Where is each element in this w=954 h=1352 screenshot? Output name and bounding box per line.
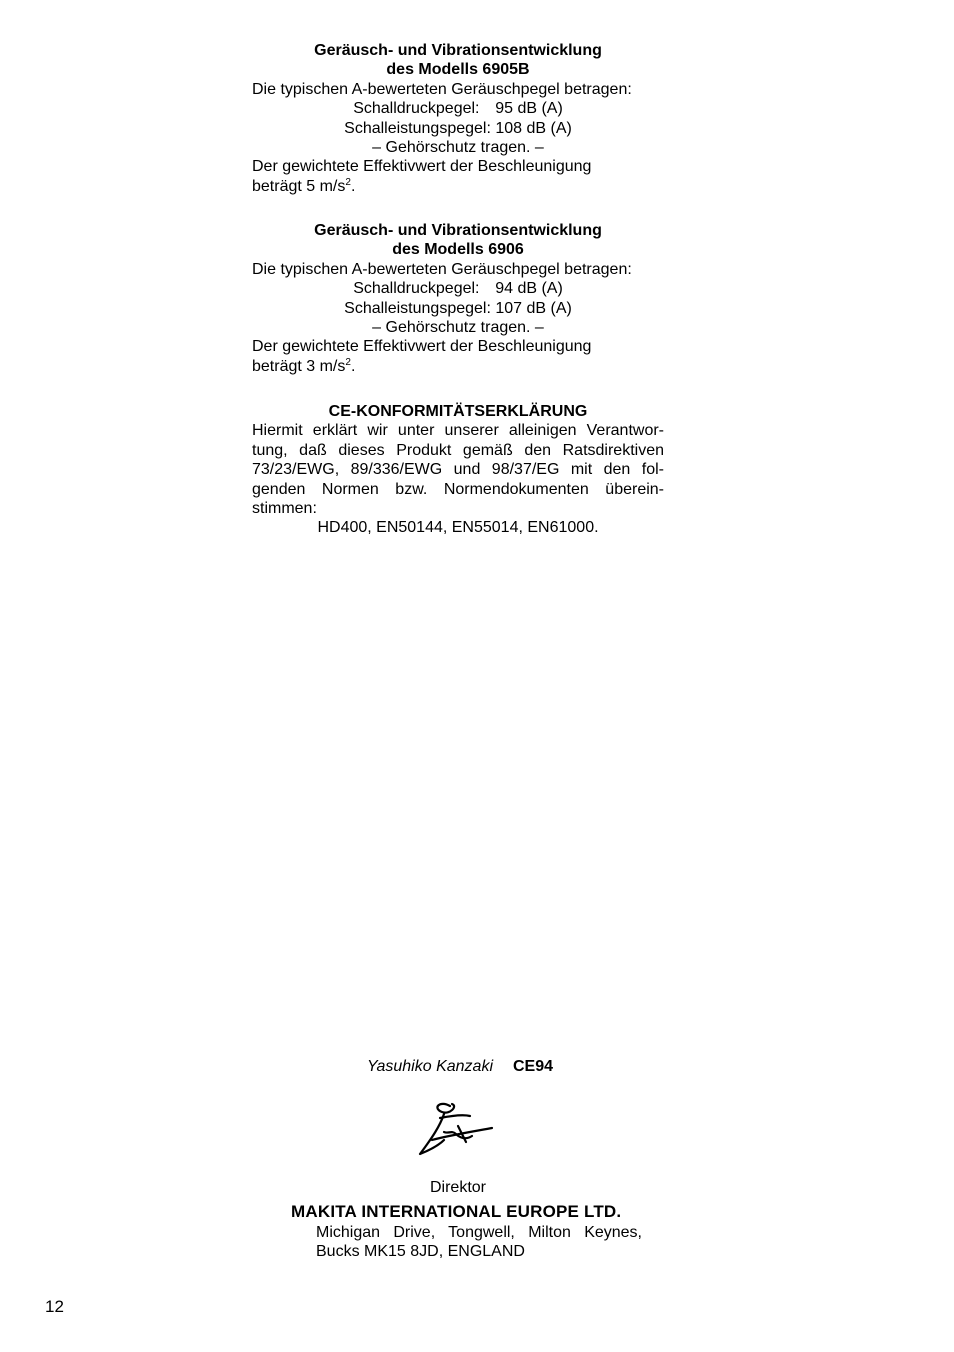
section-heading: Geräusch- und Vibrationsentwicklung xyxy=(314,42,602,59)
section-heading-model: des Modells 6906 xyxy=(392,241,524,259)
sound-pressure-value: 94 dB (A) xyxy=(495,280,563,298)
ce-heading: CE-KONFORMITÄTSERKLÄRUNG xyxy=(328,403,588,420)
noise-intro: Die typischen A-bewerteten Geräuschpegel betragen: xyxy=(252,80,632,98)
sound-pressure-label: Schalldruckpegel: xyxy=(353,100,480,118)
noise-section-6906 xyxy=(252,221,664,376)
ce-text-line: tung, daß dieses Produkt gemäß den Ratsdirektiven xyxy=(252,441,664,459)
section-heading: Geräusch- und Vibrationsentwicklung xyxy=(314,222,602,239)
ce-text-line: stimmen: xyxy=(252,500,317,518)
noise-section-6905b xyxy=(252,41,664,196)
ce-standards: HD400, EN50144, EN55014, EN61000. xyxy=(317,519,599,537)
declaration-code: CE94 xyxy=(513,1058,554,1075)
vibration-value: beträgt 5 m/s xyxy=(252,177,346,195)
vibration-value-line: beträgt 3 $m/s^2$. xyxy=(252,356,356,375)
vibration-exponent: 2 xyxy=(345,356,351,368)
ce-text-line: 73/23/EWG, 89/336/EWG und 98/37/EG mit den fol- xyxy=(252,461,664,479)
ce-text-line: genden Normen bzw. Normendokumenten überein- xyxy=(252,480,664,498)
company-name: MAKITA INTERNATIONAL EUROPE LTD. xyxy=(291,1202,622,1221)
vibration-text: Der gewichtete Effektivwert der Beschleunigung xyxy=(252,338,592,356)
signatory-title: Direktor xyxy=(429,1179,486,1196)
hearing-protection-note: – Gehörschutz tragen. – xyxy=(372,139,544,157)
address-line: Bucks MK15 8JD, ENGLAND xyxy=(316,1243,525,1261)
address-line: Michigan Drive, Tongwell, Milton Keynes, xyxy=(316,1224,642,1241)
ce-text-line: Hiermit erklärt wir unter unserer alleinigen Verantwor- xyxy=(252,422,664,440)
vibration-exponent: 2 xyxy=(345,176,351,188)
sound-power-label: Schalleistungspegel: xyxy=(344,299,491,317)
sound-power-row xyxy=(252,299,664,318)
signatory-name: Yasuhiko Kanzaki xyxy=(367,1058,493,1075)
vibration-value: beträgt 3 m/s xyxy=(252,357,346,375)
sound-power-row xyxy=(252,119,664,138)
vibration-text: Der gewichtete Effektivwert der Beschleunigung xyxy=(252,158,592,176)
sound-power-value: 108 dB (A) xyxy=(495,119,572,137)
sound-pressure-label: Schalldruckpegel: xyxy=(353,280,480,298)
handwritten-signature xyxy=(410,1096,496,1162)
signatory-line xyxy=(367,1057,553,1076)
vibration-value-line: beträgt 5 $m/s^2$. xyxy=(252,176,356,195)
sound-pressure-value: 95 dB (A) xyxy=(495,100,563,118)
sound-pressure-row xyxy=(252,279,664,298)
hearing-protection-note: – Gehörschutz tragen. – xyxy=(372,319,544,337)
sound-power-value: 107 dB (A) xyxy=(495,299,572,317)
sound-power-label: Schalleistungspegel: xyxy=(344,119,491,137)
page-number: 12 xyxy=(45,1297,64,1316)
sound-pressure-row xyxy=(252,99,664,118)
company-address xyxy=(316,1223,642,1262)
noise-intro: Die typischen A-bewerteten Geräuschpegel betragen: xyxy=(252,260,632,278)
ce-declaration xyxy=(252,402,664,538)
section-heading-model: des Modells 6905B xyxy=(386,61,530,79)
